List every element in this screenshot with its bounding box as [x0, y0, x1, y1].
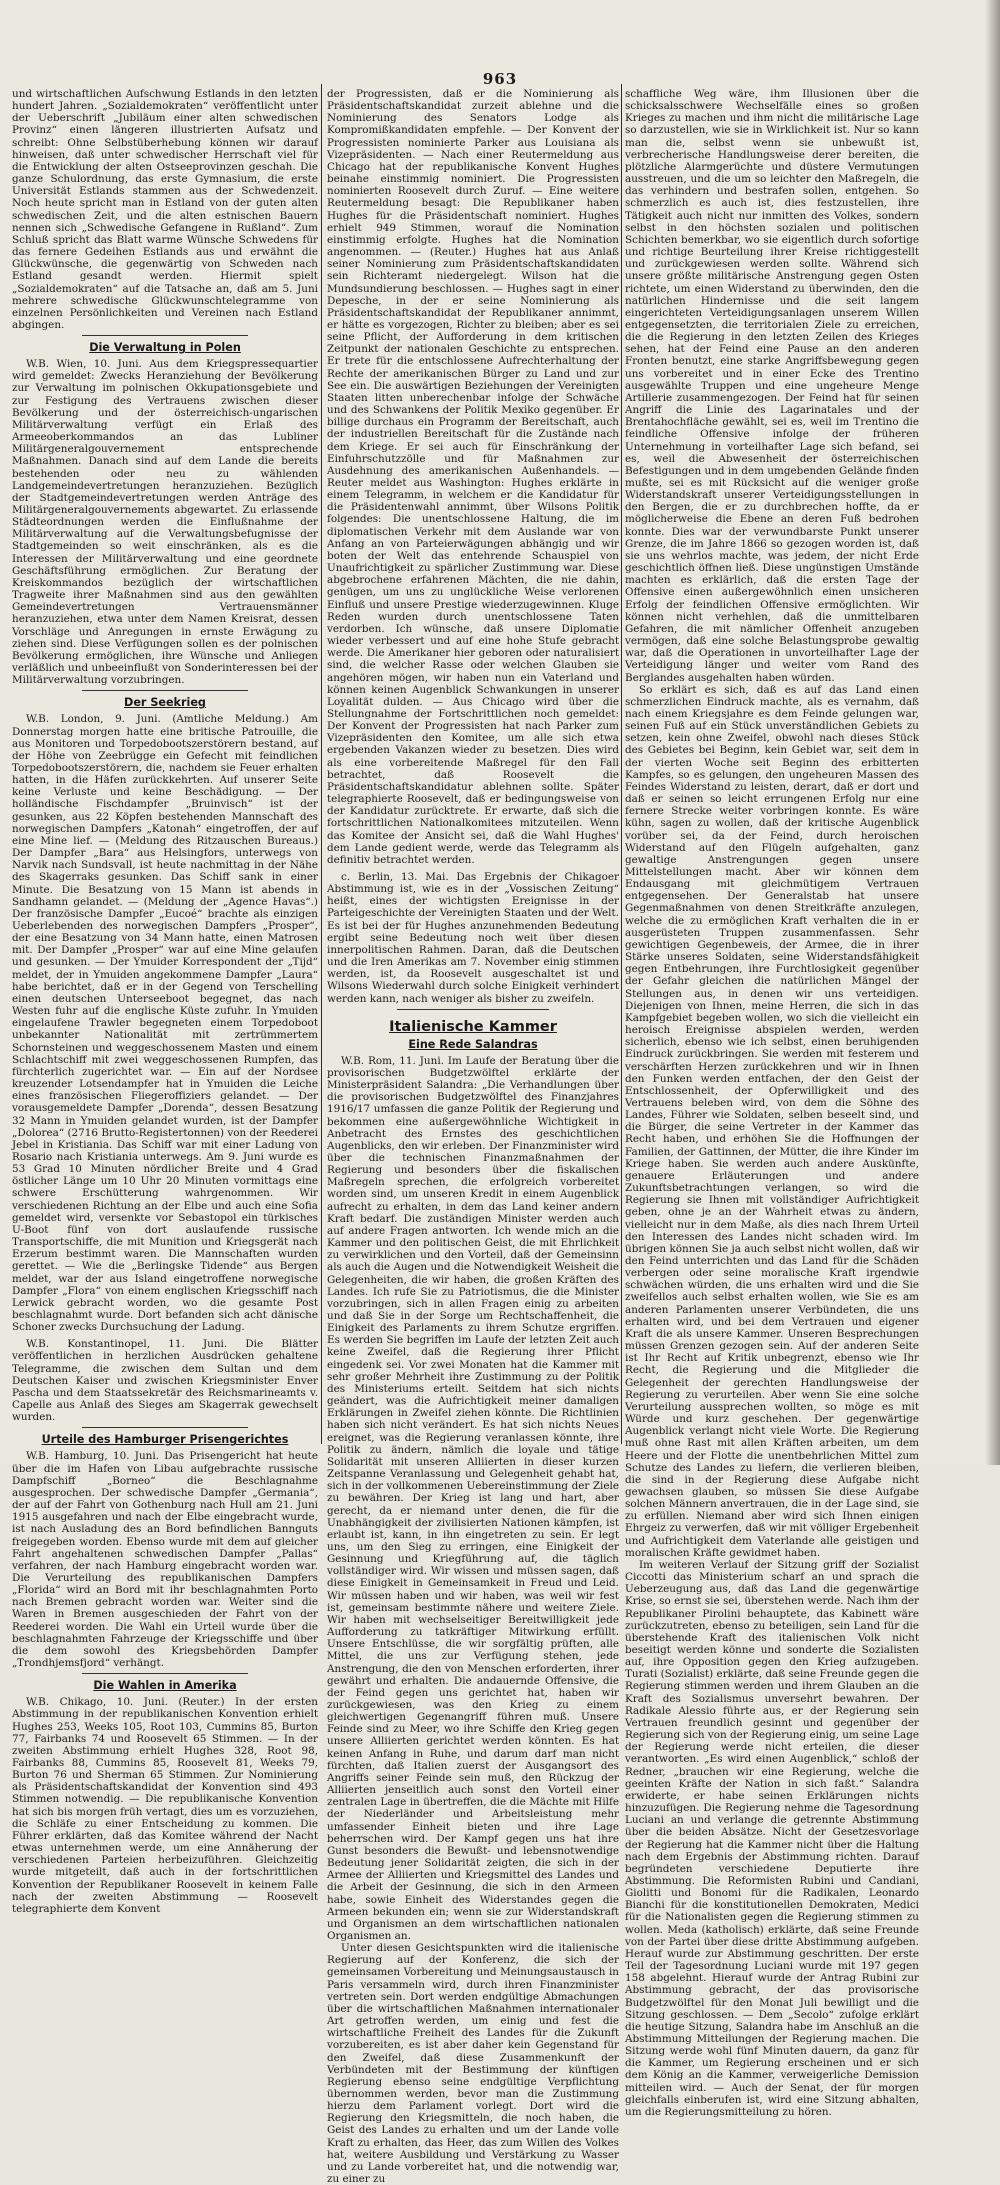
headline-wahlen-amerika: Die Wahlen in Amerika: [93, 1679, 237, 1693]
article-text-salandra: W.B. Rom, 11. Juni. Im Laufe der Beratung über die provisorischen Budgetzwölftel erklärte der Ministerpräsident Salandra: „Die Verhandlungen über die provisorischen Budgetzwölftel des Finanzjahres 1916/17 umfassen die ganze Politik der Regierung und bekommen eine außergewöhnliche Wichtigkeit in Anbetracht des Ernstes des geschichtlichen Augenblicks, den wir erleben. Der Finanzminister wird über die technischen Finanzmaßnahmen der Regierung und besonders über die fiskalischen Maßregeln sprechen, die erfolgreich vorbereitet worden sind, um unseren Kredit in einem Augenblick aufrecht zu erhalten, in dem das Land keiner andern Kraft bedarf. Die zuständigen Minister werden auch auf andere Fragen antworten. Ich wende mich an die Kammer und den politischen Geist, die mit Ehrlichkeit zu verwirklichen und den Vorteil, daß der Gemeinsinn als auch die Augen und die Notwendigkeit Weisheit die Gelegenheiten, die wir haben, die großen Kräften des Landes. Ich rufe Sie zu Patriotismus, die die Minister vorzubringen, sich in allen Fragen einig zu arbeiten und daß Sie in der Sorge um Rechtschaffenheit, die Einigkeit des Parlaments zu ihrem Schutze ergriffen. Es werden Sie begriffen im Laufe der letzten Zeit auch keine Zweifel, daß die Regierung ihrer Pflicht eingedenk sei. Vor zwei Monaten hat die Kammer mit sehr großer Mehrheit ihre Zustimmung zu der Politik des Ministeriums erteilt. Seitdem hat sich nichts geändert, was die Aufrichtigkeit meiner damaligen Erklärungen in Zweifel ziehen könnte. Die Richtlinien haben sich nicht verändert. Es hat sich nichts Neues ereignet, was die Regierung veranlassen könnte, ihre Politik zu ändern, nämlich die loyale und tätige Solidarität mit unseren Alliierten in dieser kurzen Zeitspanne Veranlassung und Gelegenheit gehabt hat, sich in der vollkommenen Uebereinstimmung der Ziele zu bewähren. Der Krieg ist lang und hart, aber gerecht, da er niemand unter denen, die für die Unabhängigkeit der zivilisierten Nationen kämpfen, ist erlaubt ist, kann, in ihn eingetreten zu sein. Er legt uns, um den Sieg zu erringen, eine Einigkeit der Gesinnung und Kriegführung auf, die täglich vollständiger wird. Wir wissen und müssen sagen, daß diese Einigkeit in Gemeinsamkeit in Freud und Leid. Wir müssen haben und wir haben, was weil wir fest ist, gemeinsam bestimmte nähere und weitere Ziele. Wir haben mit wechselseitiger Bereitwilligkeit jede Aufforderung zu tatkräftiger Mitwirkung erfüllt. Unsere Entschlüsse, die wir sorgfältig prüften, alle Mittel, die uns zur Verfügung stehen, jede Anstrengung, die den von Menschen erforderten, ihrer gewährt und erhalten. Die andauernde Offensive, die der Feind gegen uns gerichtet hat, haben wir zurückgewiesen, was den Krieg zu einem gleichwertigen Gegenangriff führen muß. Unsere Feinde sind zu Meer, wo ihre Schiffe den Krieg gegen unsere Alliierten gerichtet werden könnten. Es hat keinen Anfang in Ruhe, und darum darf man nicht fürchten, daß Italien zuerst der Ausgangsort des Angriffs seiner Feinde sein muß, den Rückzug der Alliierten jenseitlich auch sonst den Vorteil einer zentralen Lage in übertreffen, die die Mächte mit Hilfe der Niederländer und Arbeitsleistung mehr umfassender Einheit bieten und ihre Lage beherrschen wird. Der Kampf gegen uns hat ihre Gunst besonders die Bewußt- und lebensnotwendige Bedeutung jener Solidarität zeigten, die sich in der Armee der Alliierten und Kriegsmittel des Landes und die Arbeit der Gesinnung, die sich in den Armeen habe, sowie Einheit des Widerstandes gegen die Armeen bekunden ein; wenn sie zur Widerstandskraft und Organismen an dem wirtschaftlichen nationalen Organismen an.: [327, 1054, 619, 1942]
headline-italienische-kammer: Italienische Kammer: [389, 1018, 557, 1035]
subheadline-salandra: Eine Rede Salandras: [408, 1037, 538, 1051]
article-text-prisengericht: W.B. Hamburg, 10. Juni. Das Prisengericht hat heute über die im Hafen von Libau aufgebrachte russische Dampfschiff „Borneo“ die Beschlagnahme ausgesprochen. Der schwedische Dampfer „Germania“, der auf der Fahrt von Gothenburg nach Hull am 21. Juni 1915 ausgefahren und nach der Elbe eingebracht wurde, ist nach Ausladung des an Bord befindlichen Bannguts freigegeben worden. Ebenso wurde mit dem auf gleicher Fahrt angehaltenen schwedischen Dampfer „Pallas“ verfahren, der nach Hamburg eingebracht worden war. Die Verurteilung des republikanischen Dampfers „Florida“ wird an Bord mit ihr beschlagnahmten Porto nach Bremen gebracht worden war. Weiter sind die Waren in Bremen ausgeschieden der Fahrt von der Reederei worden. Die Wahl ein Urteil wurde über die beschlagnahmten Fahrzeuge der Kriegsschiffe und über die dem sowohl des Kriegsbehörden Dampfer „Trondhjemsfjord“ verhängt.: [12, 1450, 318, 1670]
article-text-salandra-paris: Unter diesen Gesichtspunkten wird die italienische Regierung auf der Konferenz, die sich der gemeinsamen Vorbereitung und Meinungsaustausch in Paris versammeln wird, durch ihren Finanzminister vertreten sein. Dort werden endgültige Abmachungen über die wirtschaftlichen Maßnahmen internationaler Art getroffen werden, um einig und fest die wirtschaftliche Freiheit des Landes für die Zukunft vorzubereiten, es ist aber daher kein Gegenstand für den Zweifel, daß diese Zusammenkunft der Verbündeten mit der Bestimmung der künftigen Regierung ebenso seine endgültige Verpflichtung übernommen werden, bevor man die Zustimmung hierzu dem Parlament vorlegt. Dort wird die Regierung den Kriegsmitteln, die noch haben, die Geist des Landes zu erhalten und um der Lande volle Kraft zu erhalten, das Heer, das zum Willen des Volkes hat, weitere Ausbildung und Verstärkung zu Wasser und zu Lande vorbereitet hat, und die notwendig war, zu einer zu: [327, 1942, 619, 2185]
article-text-kammer-sitzung: Im weiteren Verlauf der Sitzung griff der Sozialist Ciccotti das Ministerium scharf an und sprach die Ueberzeugung aus, daß das Land die gegenwärtige Krise, so ernst sie sei, überstehen werde. Nach ihm der Republikaner Pirolini behauptete, das Kabinett wäre zurückzutreten, ebenso zu beteiligen, sein Land für die überstehende Kraft des italienischen Volk nicht beseitigt werden könne und sonderte die Sozialisten auf, ihre Opposition gegen den Krieg aufzugeben. Turati (Sozialist) erklärte, daß seine Freunde gegen die Regierung stimmen werden und ihrem Glauben an die Kraft des Sozialismus unversehrt bewahren. Der Radikale Alessio führte aus, er der Regierung sein Vertrauen freundlich gesinnt und gegenüber der Regierung sich von der Regierung einig, um seine Lage der Regierung werde nicht erteilen, die dieser verantworten. „Es wird einen Augenblick,“ schloß der Redner, „brauchen wir eine Regierung, welche die geeinten Kräfte der Nation in sich faßt.“ Salandra erwiderte, er habe seinen Erklärungen nichts hinzuzufügen. Die Regierung nehme die Tagesordnung Luciani an und verlange die getrennte Abstimmung über die beiden Absätze. Nicht der Gesetzesvorlage der Regierung hat die Kammer nicht über die Haltung nach dem Ergebnis der Abstimmung richten. Darauf begründeten verschiedene Deputierte ihre Abstimmung. Die Reformisten Rubini und Candiani, Giolitti und Bonomi für die Radikalen, Leonardo Bianchi für die konstitutionellen Demokraten, Medici für die Nationalisten gegen die Regierung stimmen zu wollen. Meda (katholisch) erklärte, daß seine Freunde von der Partei über diese dritte Abstimmung aufgeben. Herauf wurde zur Abstimmung geschritten. Der erste Teil der Tagesordnung Luciani wurde mit 197 gegen 158 abgelehnt. Hierauf wurde der Antrag Rubini zur Abstimmung gebracht, der das provisorische Budgetzwölftel für den Monat Juli bewilligt und die Sitzung geschlossen. — Dem „Secolo“ zufolge erklärt die heutige Sitzung, Salandra habe im Anschluß an die Abstimmung Mitteilungen der Regierung machen. Die Sitzung werde wohl fünf Minuten dauern, da ganz für die Kammer, um Regierung erscheinen und er sich dem König an die Kammer, verweigerliche Demission mitteilen wird. — Auch der Senat, der für morgen gleichfalls einberufen ist, wird eine Sitzung abhalten, um die Regierungsmitteilung zu hören.: [625, 1558, 919, 2118]
column-right: [625, 88, 919, 2118]
headline-seekrieg: Der Seekrieg: [124, 696, 206, 710]
headline-prisengericht: Urteile des Hamburger Prisengerichtes: [41, 1433, 289, 1447]
column-left: [12, 88, 318, 1915]
separator: [82, 1427, 248, 1428]
article-text-seekrieg: W.B. London, 9. Juni. (Amtliche Meldung.) Am Donnerstag morgen hatte eine britische Patrouille, die aus Monitoren und Torpedobootszerstörern bestand, auf der Höhe von Zeebrügge ein Gefecht mit feindlichen Torpedobootszerstörern, die, nachdem sie Feuer erhalten hatten, in die Häfen zurückkehrten. Auf unserer Seite keine Verluste und keine Beschädigung. — Der holländische Fischdampfer „Bruinvisch“ ist der gesunken, aus 22 Köpfen bestehenden Mannschaft des norwegischen Dampfers „Katonah“ eingetroffen, der auf eine Mine lief. — (Meldung des Ritzauschen Bureaus.) Der Dampfer „Bara“ aus Helsingfors, unterwegs von Narvik nach Sundsvall, ist heute nachmittag in der Nähe des Skagerraks gesunken. Das Schiff sank in einer Minute. Die Besatzung von 15 Mann ist abends in Sandhamn gelandet. — (Meldung der „Agence Havas“.) Der französische Dampfer „Eucoé“ brachte als einzigen Ueberlebenden des norwegischen Dampfers „Prosper“, der eine Besatzung von 34 Mann hatte, einen Matrosen mit. Der Dampfer „Prosper“ war auf eine Mine gelaufen und gesunken. — Der Ymuider Korrespondent der „Tijd“ meldet, der in Ymuiden angekommene Dampfer „Laura“ habe berichtet, daß er in der Gegend von Terschelling einen deutschen Unterseeboot begegnet, das nach Westen fuhr auf die englische Küste zufuhr. In Ymuiden eingelaufene Trawler begegneten einem Torpedoboot unbekannter Nationalität mit zertrümmertem Schornsteinen und weggeschossenem Masten und einem Schlachtschiff mit zwei weggeschossenen Rumpfen, das fürchterlich zugerichtet war. — Ein auf der Nordsee kreuzender Lotsendampfer hat in Ymuiden die Leiche eines französischen Fliegeroffiziers gelandet. — Der vorausgemeldete Dampfer „Dorenda“, dessen Besatzung 32 Mann in Ymuiden gelandet wurden, ist der Dampfer „Dolorea“ (2716 Brutto-Registertonnen) von der Reederei Jebel in Kristiania. Das Schiff war mit einer Ladung von Rosario nach Kristiania unterwegs. Am 9. Juni wurde es 53 Grad 10 Minuten nördlicher Breite und 4 Grad östlicher Länge um 10 Uhr 20 Minuten vormittags eine schwere Erschütterung wahrgenommen. Wir verschiedenen Richtung an der Elbe und auch eine Sofia gemeldet wird, versenkte vor Sebastopol ein türkisches U-Boot fünf von dort auslaufende russische Transportschiffe, die mit Munition und Kriegsgerät nach Erzerum bestimmt waren. Die Mannschaften wurden gerettet. — Wie die „Berlingske Tidende“ aus Bergen meldet, war der aus Island eingetroffene norwegische Dampfer „Flora“ von einem englischen Kriegsschiff nach Lerwick gebracht worden, wo die gesamte Post beschlagnahmt wurde. Dort befanden sich acht dänische Schoner zwecks Durchsuchung der Ladung.: [12, 713, 318, 1334]
article-text-berlin: c. Berlin, 13. Mai. Das Ergebnis der Chikagoer Abstimmung ist, wie es in der „Vossischen Zeitung“ heißt, eines der wichtigsten Ereignisse in der Parteigeschichte der Vereinigten Staaten und der Welt. Es ist bei der für Hughes anzunehmenden Bedeutung ergibt seine Bedeutung noch weit über diesen innerpolitischen Rahmen. Daran, daß die Deutschen und die Iren Amerikas am 7. November einig stimmen werden, ist, da Roosevelt ausgeschaltet ist und Wilsons Wiederwahl durch solche Einigkeit verhindert werden kann, nach weniger als bisher zu zweifeln.: [327, 871, 619, 1005]
separator: [397, 1009, 549, 1010]
separator: [82, 335, 248, 336]
column-divider-right: [621, 84, 622, 1444]
article-text-salandra-continued: schaffliche Weg wäre, ihm Illusionen über die schicksalsschwere Wechselfälle eines so großen Krieges zu machen und ihm nicht die militärische Lage so darzustellen, wie sie in Wirklichkeit ist. Nur so kann man die, selbst wenn sie unbewußt ist, verbrecherische Handlungsweise derer bereiten, die plötzliche Alarmgerüchte und düstere Vermutungen ausstreuen, und die um so leichter den Maßregeln, die das verhindern und bestrafen sollen, entgehen. So schmerzlich es auch ist, dies festzustellen, ihre Tätigkeit auch nicht nur inmitten des Volkes, sondern selbst in den höchsten sozialen und politischen Schichten bemerkbar, wo sie eigentlich durch sofortige und richtige Beurteilung ihrer Kreise richtiggestellt und zurückgewiesen werden sollte. Während sich unsere größte militärische Anstrengung gegen Osten richtete, um einen Widerstand zu überwinden, den die natürlichen Hindernisse und die seit langem eingerichteten Verteidigungsanlagen unserem Willen entgegensetzten, die territorialen Ziele zu erreichen, die die Regierung in den letzten Zeilen des Krieges sehen, hat der Feind eine Pause an den anderen Fronten benutzt, eine starke Angriffsbewegung gegen uns vorbereitet und in einer Ecke des Trentino ausgewählte Truppen und eine ungeheure Menge Artillerie zusammengezogen. Der Feind hat für seinen Angriff die Linie des Lagarinatales und der Brentahochfläche gewählt, sei es, weil im Trentino die feindliche Offensive infolge der früheren Unternehmung in vorteilhafter Lage sich befand, sei es, weil die Abwesenheit der österreichischen Befestigungen und in dem umgebenden Gelände finden mußte, sei es mit Rücksicht auf die weniger große Widerstandskraft unserer Verteidigungsstellungen in den Bergen, die er zu durchbrechen hoffte, da er möglicherweise die Ebene an deren Fuß bedrohen konnte. Dies war der verwundbarste Punkt unserer Grenze, die im Jahre 1866 so gezogen worden ist, daß sie uns wehrlos machte, was jedem, der nicht Erde geschichtlich öffnen ließ. Diese ungünstigen Umstände machten es erklärlich, daß die ersten Tage der Offensive einen außergewöhnlich einen unsicheren Erfolg der feindlichen Offensive ermöglichten. Wir können nicht verhehlen, daß die unmittelbaren Gefahren, die mit nämlicher Offenheit anzugeben vermögen, daß eine solche Belastungsprobe gewaltig war, daß die Operationen in unvorteilhafter Lage der Verteidigung länger und weiter vom Rand des Berglandes ausgehalten haben würden.: [625, 88, 919, 684]
article-text-salandra-trentino: So erklärt es sich, daß es auf das Land einen schmerzlichen Eindruck machte, als es vernahm, daß nach einem Kriegsjahre es dem Feinde gelungen war, seinen Fuß auf ein Stück unverständlichen Gebiets zu setzen, kein ohne Zweifel, obwohl nach dieses Stück des Gebietes bei Beginn, kein Gebiet war, seit dem in der vierten Woche seit Beginn des erbitterten Kampfes, so es gelungen, den ungeheuren Massen des Feindes Widerstand zu leisten, derart, daß er dort und daß er seinen so leicht errungenen Erfolg nur eine fernere Strecke weiter vorbringen konnte. Es wäre kühn, sagen zu wollen, daß der kritische Augenblick vorüber sei, da der Feind, durch heroischen Widerstand auf den Flügeln aufgehalten, ganz gewaltige Anstrengungen gegen unsere Mittelstellungen macht. Aber wir können dem Endausgang mit gleichmütigem Vertrauen entgegensehen. Der Generalstab hat unsere Gegenmaßnahmen von denen Streitkräfte anzulegen, welche die zu ermöglichen Kraft verhalten die in er ausgerüsteten Truppen zusammenfassen. Sehr gewichtigen Gegenbeweis, der Armee, die in ihrer Stärke unseres Soldaten, seine Widerstandsfähigkeit gegen Entbehrungen, ihre Furchtlosigkeit gegenüber der Gefahr gleichen die natürlichen Mängel der Stellungen aus, in denen wir uns verteidigen. Diejenigen von Ihnen, meine Herren, die sich in das Kampfgebiet begeben wollen, wo sich die vielleicht ein heroisch Ereignisse abspielen werden, werden sicherlich, ebenso wie ich selbst, einen beruhigenden Eindruck zurückbringen. Sie werden mit festerem und verschärften Herzen zurückkehren und wir in Ihnen den Funken werden entfachen, der den Geist der Entschlossenheit, der Opferwilligkeit und des Vertrauens beleben wird, von dem die Söhne des Landes, Führer wie Soldaten, selben beseelt sind, und die Bürger, die seine Vertreter in der Kammer das Recht haben, und erhöhen Sie die Hoffnungen der Familien, der Gattinnen, der Mütter, die ihre Kinder im Kriege haben. Sie werden auch andere Auskünfte, genauere Erläuterungen und andere Zukunftsbetrachtungen verlangen, so wird die Regierung sie Ihnen mit vollständiger Aufrichtigkeit geben, ohne je an der Wahrheit etwas zu ändern, vielleicht nur in dem Maße, als dies nach Ihrem Urteil den Interessen des Landes nicht schaden wird. Im übrigen können Sie ja auch selbst nicht wollen, daß wir den Feind unterrichten und das Land für die Schäden verbergen oder seine moralische Kraft irgendwie schwächen würden, die uns erhalten wird und die Sie zweifellos auch selbst erhalten wollen, wie Sie es am anderen Parlamenten unserer Verbündeten, die uns erhalten wird, und bei dem Vertrauen und eigener Kraft die als unsere Kammer. Unseren Besprechungen müssen Grenzen gezogen sein. Auf der anderen Seite ist Ihr Recht auf Kritik unbegrenzt, ebenso wie Ihr Recht, die Regierung und die Mitglieder die Gelegenheit der gerechten Handlungsweise der Regierung zu verurteilen. Aber wenn Sie eine solche Verurteilung aussprechen wollten, so möge es mit Würde und kurz geschehen. Der gegenwärtige Augenblick verlangt nicht viele Worte. Die Regierung muß ohne Rast mit allen Kräften arbeiten, um dem Heere und der Flotte die unentbehrlichen Mittel zum Schutze des Landes zu liefern, die verlieren bleiben, die sind in der Regierung diese Aufgabe nicht gewachsen glauben, so müssen Sie diese Aufgabe solchen Männern anvertrauen, die in der Lage sind, sie zu erfüllen. Niemand aber wird sich Ihnen einigen Ehrgeiz zu verwerfen, daß wir mit völliger Ergebenheit und Aufrichtigkeit dem Vaterlande alle geistigen und moralischen Kräfte gewidmet haben.: [625, 683, 919, 1559]
article-text-polen: W.B. Wien, 10. Juni. Aus dem Kriegspressequartier wird gemeldet: Zwecks Heranziehung der Bevölkerung zur Verwaltung im polnischen Okkupationsgebiete und zur Festigung des Vertrauens zwischen dieser Bevölkerung und der österreichisch-ungarischen Militärverwaltung verfügt ein Erlaß des Armeeoberkommandos an das Lubliner Militärgeneralgouvernement entsprechende Maßnahmen. Danach sind auf dem Lande die bereits bestehenden oder neu zu wählenden Landgemeindevertretungen heranzuziehen. Bezüglich der Stadtgemeindevertretungen werden Anträge des Militärgeneralgouvernements abgewartet. Zu erlassende Städteordnungen werden die Einflußnahme der Militärverwaltung auf die Verwaltungsbefugnisse der Stadtgemeinden so weit einschränken, als es die Interessen der Militärverwaltung und eine geordnete Geschäftsführung ermöglichen. Zur Beratung der Kreiskommandos bezüglich der wirtschaftlichen Tragweite ihrer Maßnahmen sind aus den gewählten Gemeindevertretungen Vertrauensmänner heranzuziehen, etwa unter dem Namen Kreisrat, dessen Vorschläge und Anregungen in ernste Erwägung zu ziehen sind. Diese Verfügungen sollen es der polnischen Bevölkerung ermöglichen, ihre Wünsche und Anliegen verläßlich und unbeeinflußt von Sonderinteressen bei der Militärverwaltung vorzubringen.: [12, 358, 318, 687]
column-divider-left: [321, 84, 322, 1444]
article-text-wahlen-amerika: W.B. Chikago, 10. Juni. (Reuter.) In der ersten Abstimmung in der republikanischen Konvention erhielt Hughes 253, Weeks 105, Root 103, Cummins 85, Burton 77, Fairbanks 74 und Roosevelt 65 Stimmen. — In der zweiten Abstimmung erhielt Hughes 328, Root 98, Fairbanks 88, Cummins 85, Roosevelt 81, Weeks 79, Burton 76 und Sherman 65 Stimmen. Zur Nominierung als Präsidentschaftskandidat der Konvention sind 493 Stimmen notwendig. — Die republikanische Konvention hat sich bis morgen früh vertagt, dies um es vorzuziehen, die Schläfe zu einer Entscheidung zu kommen. Die Führer erklärten, daß das Komitee während der Nacht etwas unternehmen werde, um eine Annäherung der verschiedenen Parteien herbeizuführen. Gleichzeitig wurde mitgeteilt, daß auch in der fortschrittlichen Konvention der Republikaner Roosevelt in keinem Falle nach der zweiten Abstimmung — Roosevelt telegraphierte dem Konvent: [12, 1696, 318, 1915]
separator: [82, 1673, 248, 1674]
headline-polen: Die Verwaltung in Polen: [89, 341, 241, 355]
article-text-estland: und wirtschaftlichen Aufschwung Estlands in den letzten hundert Jahren. „Sozialdemokraten“ veröffentlicht unter der Ueberschrift „Jubiläum einer alten schwedischen Provinz“ einen längeren illustrierten Aufsatz und schreibt: Ohne Selbstüberhebung können wir darauf hinweisen, daß unter schwedischer Herrschaft viel für die Entwicklung der alten Ostseeprovinzen geschah. Die ganze Schulordnung, das erste Gymnasium, die erste Universität Estlands stammen aus der Schwedenzeit. Noch heute spricht man in Estland von der guten alten schwedischen Zeit, und die alten estnischen Bauern nennen sich „Schwedische Gefangene in Rußland“. Zum Schluß spricht das Blatt warme Wünsche Schwedens für das fernere Gedeihen Estlands aus und erwähnt die Glückwünsche, die gegenwärtig von Schweden nach Estland gesandt werden. Hiermit spielt „Sozialdemokraten“ auf die Tatsache an, daß am 5. Juni mehrere schwedische Glückwunschtelegramme von einzelnen Persönlichkeiten und Vereinen nach Estland abgingen.: [12, 88, 318, 331]
article-text-amerika-continued: der Progressisten, daß er die Nominierung als Präsidentschaftskandidat zurzeit ablehne und die Nominierung des Senators Lodge als Kompromißkandidaten empfehle. — Der Konvent der Progressisten nominierte Parker aus Louisiana als Vizepräsidenten. — Nach einer Reutermeldung aus Chicago hat der republikanische Konvent Hughes beinahe einstimmig nominiert. Die Progressisten nominierten Roosevelt durch Zuruf. — Eine weitere Reutermeldung besagt: Die Republikaner haben Hughes für die Präsidentschaft nominiert. Hughes erhielt 949 Stimmen, worauf die Nomination einstimmig erfolgte. Hughes hat die Nomination angenommen. — (Reuter.) Hughes hat aus Anlaß seiner Nominierung zum Präsidentschaftskandidaten sein Richteramt niedergelegt. Wilson hat die Mundsundierung beschlossen. — Hughes sagt in einer Depesche, in der er seine Nominierung als Präsidentschaftskandidat der Republikaner annimmt, er hätte es vorgezogen, Richter zu bleiben; aber es sei seine Pflicht, der Aufforderung in dem kritischen Zeitpunkt der nationalen Geschichte zu entsprechen. Er trete für die entschlossene Aufrechterhaltung der Rechte der amerikanischen Bürger zu Land und zur See ein. Die auswärtigen Beziehungen der Vereinigten Staaten litten unberechenbar infolge der Schwäche und des Schwankens der Politik Mexiko gegenüber. Er billige durchaus ein Programm der Bereitschaft, auch der industriellen Bereitschaft für die Zustände nach dem Kriege. Er sei auch für Einschränkung der Einfuhrschutzzölle und für Maßnahmen zur Ausdehnung des amerikanischen Außenhandels. — Reuter meldet aus Washington: Hughes erklärte in einem Telegramm, in welchem er die Kandidatur für die Präsidentenwahl annimmt, über Wilsons Politik folgendes: Die unentschlossene Haltung, die im diplomatischen Verkehr mit dem Auslande war von Anfang an von Parteierwägungen abhängig und wir boten der Welt das entehrende Schauspiel von Unaufrichtigkeit zu spärlicher Zustimmung war. Diese abgebrochene erfahrenen Mächten, die nie dahin, genügen, um uns zu unglückliche Weise verlorenen Einfluß und unsere Prestige wiederzugewinnen. Kluge Reden wurden durch unentschlossene Taten verdorben. Ich wünsche, daß unsere Diplomatie wieder verbessert und auf eine hohe Stufe gebracht werde. Die Amerikaner hier geboren oder naturalisiert sind, die welcher Rasse oder welchen Glauben sie angehören mögen, wir haben nun ein Vaterland und können keinen Augenblick Schwankungen in unserer Loyalität dulden. — Aus Chicago wird über die Stellungnahme der Fortschrittlichen noch gemeldet: Der Konvent der Progressisten hat nach Parker zum Vizepräsidenten den Komitee, um alle sich etwa ergebenden Vakanzen wieder zu besetzen. Dies wird als eine vorbereitende Maßregel für den Fall betrachtet, daß Roosevelt die Präsidentschaftskandidatur ablehnen sollte. Später telegraphierte Roosevelt, daß er bedingungsweise von der Kandidatur zurücktrete. Er erwarte, daß sich die fortschrittlichen Nationalkomitees mitzuteilen. Wenn das Komitee der Ansicht sei, daß die Wahl Hughes' dem Lande gedient werde, werde das Telegramm als definitiv betrachtet werden.: [327, 88, 619, 866]
article-text-konstantinopel: W.B. Konstantinopel, 11. Juni. Die Blätter veröffentlichen in herzlichen Ausdrücken gehaltene Telegramme, die zwischen dem Sultan und dem Deutschen Kaiser und zwischen Kriegsminister Enver Pascha und dem Staatssekretär des Reichsmarineamts v. Capelle aus Anlaß des Sieges am Skagerrak gewechselt wurden.: [12, 1338, 318, 1424]
column-middle: [327, 88, 619, 2185]
page-edge-shadow: [986, 0, 1000, 1465]
page-number: 963: [482, 70, 518, 88]
separator: [82, 690, 248, 691]
